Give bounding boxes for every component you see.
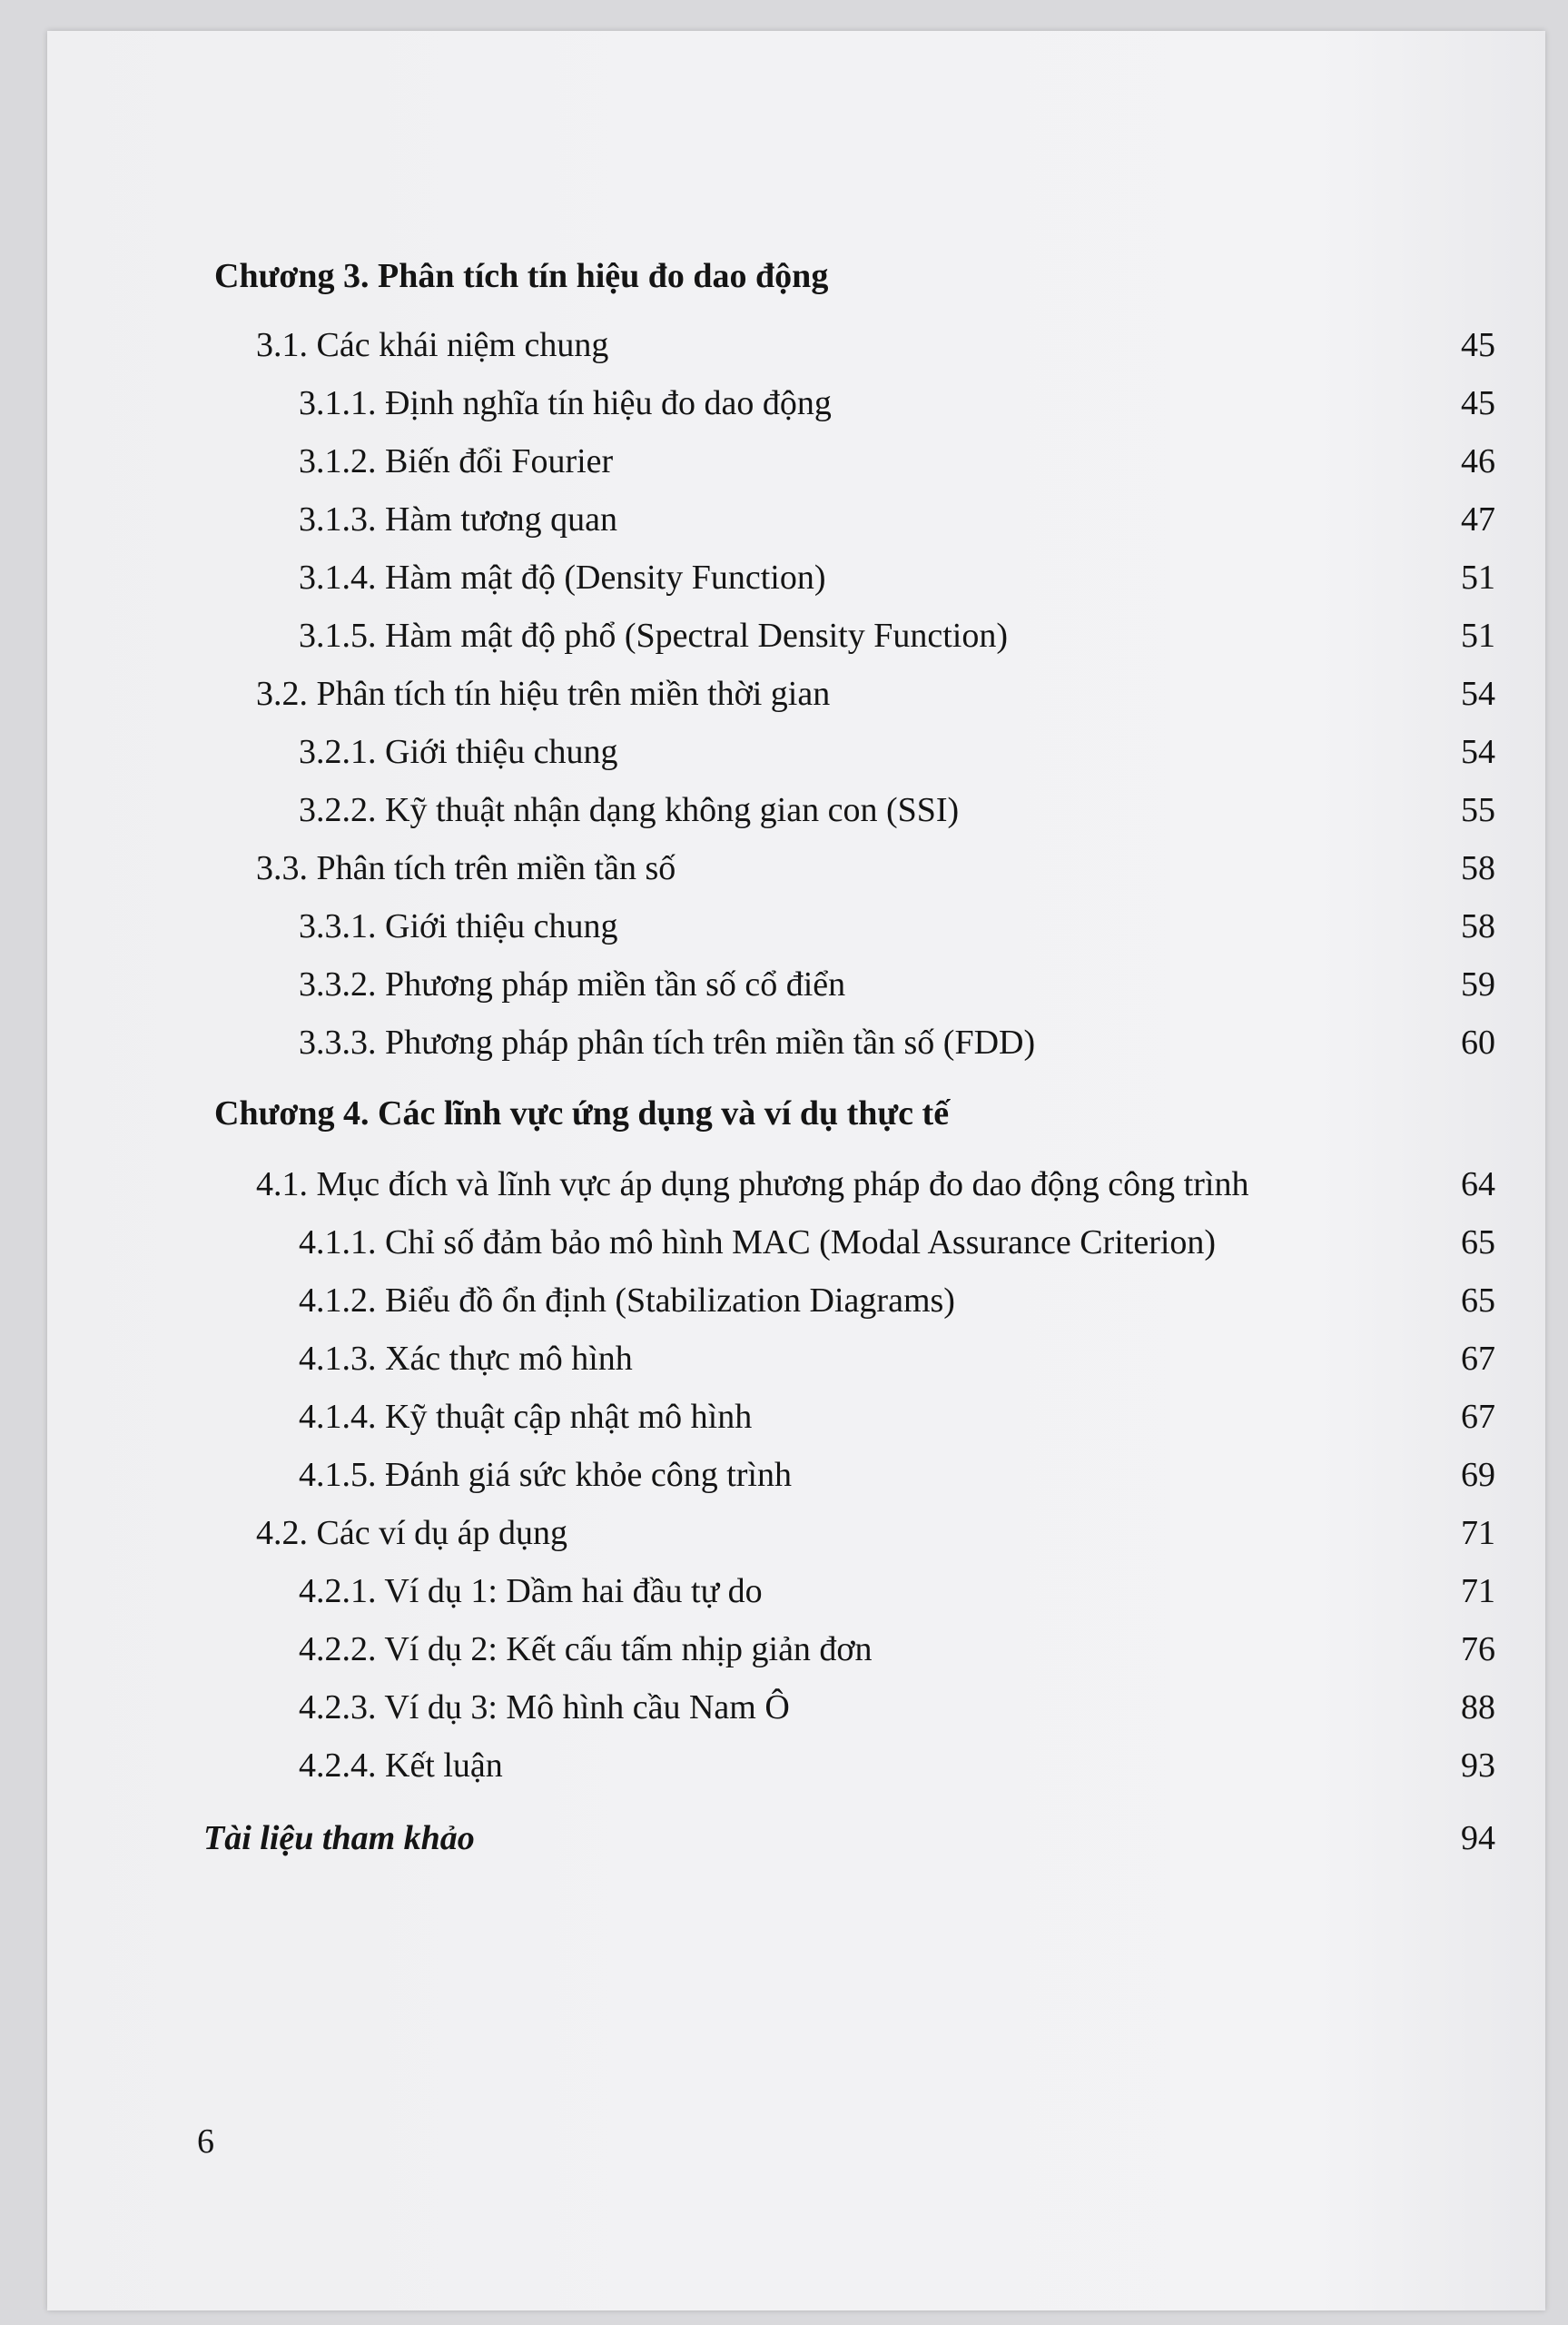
toc-entry-label: 3.3. Phân tích trên miền tần số xyxy=(256,849,676,887)
toc-entry-label: 3.1.2. Biến đổi Fourier xyxy=(299,442,614,480)
toc-entry xyxy=(47,730,1545,774)
toc-entry-page: 65 xyxy=(1461,1223,1495,1261)
toc-entry-label: 3.3.3. Phương pháp phân tích trên miền tần số (FDD) xyxy=(299,1024,1036,1062)
references-page: 94 xyxy=(1461,1819,1495,1857)
toc-entry xyxy=(47,1279,1545,1322)
toc-entry xyxy=(47,788,1545,832)
toc-entry-page: 58 xyxy=(1461,849,1495,887)
toc-entry-label: 4.1. Mục đích và lĩnh vực áp dụng phương pháp đo dao động công trình xyxy=(256,1165,1249,1203)
toc-entry xyxy=(47,556,1545,599)
toc-entry-label: 4.1.2. Biểu đồ ổn định (Stabilization Diagrams) xyxy=(299,1281,955,1320)
toc-entry-page: 51 xyxy=(1461,617,1495,655)
toc-entry xyxy=(47,1453,1545,1497)
toc-entry xyxy=(47,1395,1545,1439)
toc-entry xyxy=(47,1162,1545,1206)
toc-entry-label: 4.2.2. Ví dụ 2: Kết cấu tấm nhịp giản đơn xyxy=(299,1630,873,1668)
toc-entry-page: 45 xyxy=(1461,326,1495,364)
toc-entry-label: 3.3.1. Giới thiệu chung xyxy=(299,907,618,945)
toc-entry-page: 67 xyxy=(1461,1398,1495,1436)
toc-entry xyxy=(47,440,1545,483)
toc-entry xyxy=(47,1511,1545,1555)
toc-entry-label: 4.1.4. Kỹ thuật cập nhật mô hình xyxy=(299,1398,753,1436)
toc-entry-page: 71 xyxy=(1461,1514,1495,1552)
toc-entry-label: 4.1.1. Chỉ số đảm bảo mô hình MAC (Modal Assurance Criterion) xyxy=(299,1223,1217,1261)
toc-entry-page: 64 xyxy=(1461,1165,1495,1203)
toc-entry-page: 46 xyxy=(1461,442,1495,480)
references-label: Tài liệu tham khảo xyxy=(203,1819,475,1857)
toc-entry xyxy=(47,381,1545,425)
toc-entry xyxy=(47,963,1545,1006)
toc-entry-label: 3.1.4. Hàm mật độ (Density Function) xyxy=(299,559,826,597)
toc-entry-label: 4.2.3. Ví dụ 3: Mô hình cầu Nam Ô xyxy=(299,1688,790,1726)
toc-chapter-3-heading xyxy=(47,254,1545,298)
toc-entry-page: 71 xyxy=(1461,1572,1495,1610)
toc-entry-page: 54 xyxy=(1461,675,1495,713)
toc-entry-page: 93 xyxy=(1461,1746,1495,1785)
chapter-title: Chương 3. Phân tích tín hiệu đo dao động xyxy=(214,257,829,295)
toc-entry-label: 3.1. Các khái niệm chung xyxy=(256,326,609,364)
toc-entry xyxy=(47,1744,1545,1787)
toc-entry-page: 58 xyxy=(1461,907,1495,945)
toc-entry-page: 45 xyxy=(1461,384,1495,422)
toc-entry-label: 3.3.2. Phương pháp miền tần số cổ điển xyxy=(299,965,846,1004)
chapter-title: Chương 4. Các lĩnh vực ứng dụng và ví dụ thực tế xyxy=(214,1094,950,1133)
toc-entry-page: 55 xyxy=(1461,791,1495,829)
toc-entry-page: 60 xyxy=(1461,1024,1495,1062)
toc-entry-label: 3.1.3. Hàm tương quan xyxy=(299,500,617,539)
toc-entry xyxy=(47,672,1545,716)
toc-entry xyxy=(47,614,1545,658)
toc-entry-label: 3.2. Phân tích tín hiệu trên miền thời gian xyxy=(256,675,831,713)
toc-entry-label: 4.2.1. Ví dụ 1: Dầm hai đầu tự do xyxy=(299,1572,763,1610)
toc-entry xyxy=(47,498,1545,541)
toc-entry-page: 65 xyxy=(1461,1281,1495,1320)
toc-entry xyxy=(47,1569,1545,1613)
toc-entry xyxy=(47,1221,1545,1264)
toc-entry-label: 3.2.2. Kỹ thuật nhận dạng không gian con (SSI) xyxy=(299,791,960,829)
toc-entry-label: 4.1.5. Đánh giá sức khỏe công trình xyxy=(299,1456,792,1494)
toc-entry-label: 4.1.3. Xác thực mô hình xyxy=(299,1340,633,1378)
page-number: 6 xyxy=(197,2122,214,2161)
toc-chapter-4-heading xyxy=(47,1092,1545,1135)
toc-entry xyxy=(47,846,1545,890)
toc-entry-page: 47 xyxy=(1461,500,1495,539)
toc-entry xyxy=(47,323,1545,367)
toc-entry-label: 4.2. Các ví dụ áp dụng xyxy=(256,1514,568,1552)
toc-entry xyxy=(47,1628,1545,1671)
toc-entry xyxy=(47,1021,1545,1064)
toc-entry-label: 3.2.1. Giới thiệu chung xyxy=(299,733,618,771)
toc-entry xyxy=(47,1686,1545,1729)
toc-entry-page: 67 xyxy=(1461,1340,1495,1378)
toc-entry-page: 54 xyxy=(1461,733,1495,771)
toc-entry-page: 88 xyxy=(1461,1688,1495,1726)
toc-entry-page: 51 xyxy=(1461,559,1495,597)
toc-entry-page: 76 xyxy=(1461,1630,1495,1668)
book-page xyxy=(47,31,1545,2310)
toc-entry xyxy=(47,1337,1545,1380)
toc-entry-page: 59 xyxy=(1461,965,1495,1004)
toc-entry-page: 69 xyxy=(1461,1456,1495,1494)
toc-entry-label: 3.1.5. Hàm mật độ phổ (Spectral Density Function) xyxy=(299,617,1008,655)
toc-references xyxy=(47,1816,1545,1860)
toc-entry-label: 3.1.1. Định nghĩa tín hiệu đo dao động xyxy=(299,384,832,422)
toc-entry-label: 4.2.4. Kết luận xyxy=(299,1746,503,1785)
table-of-contents xyxy=(47,31,1545,2310)
toc-entry xyxy=(47,905,1545,948)
